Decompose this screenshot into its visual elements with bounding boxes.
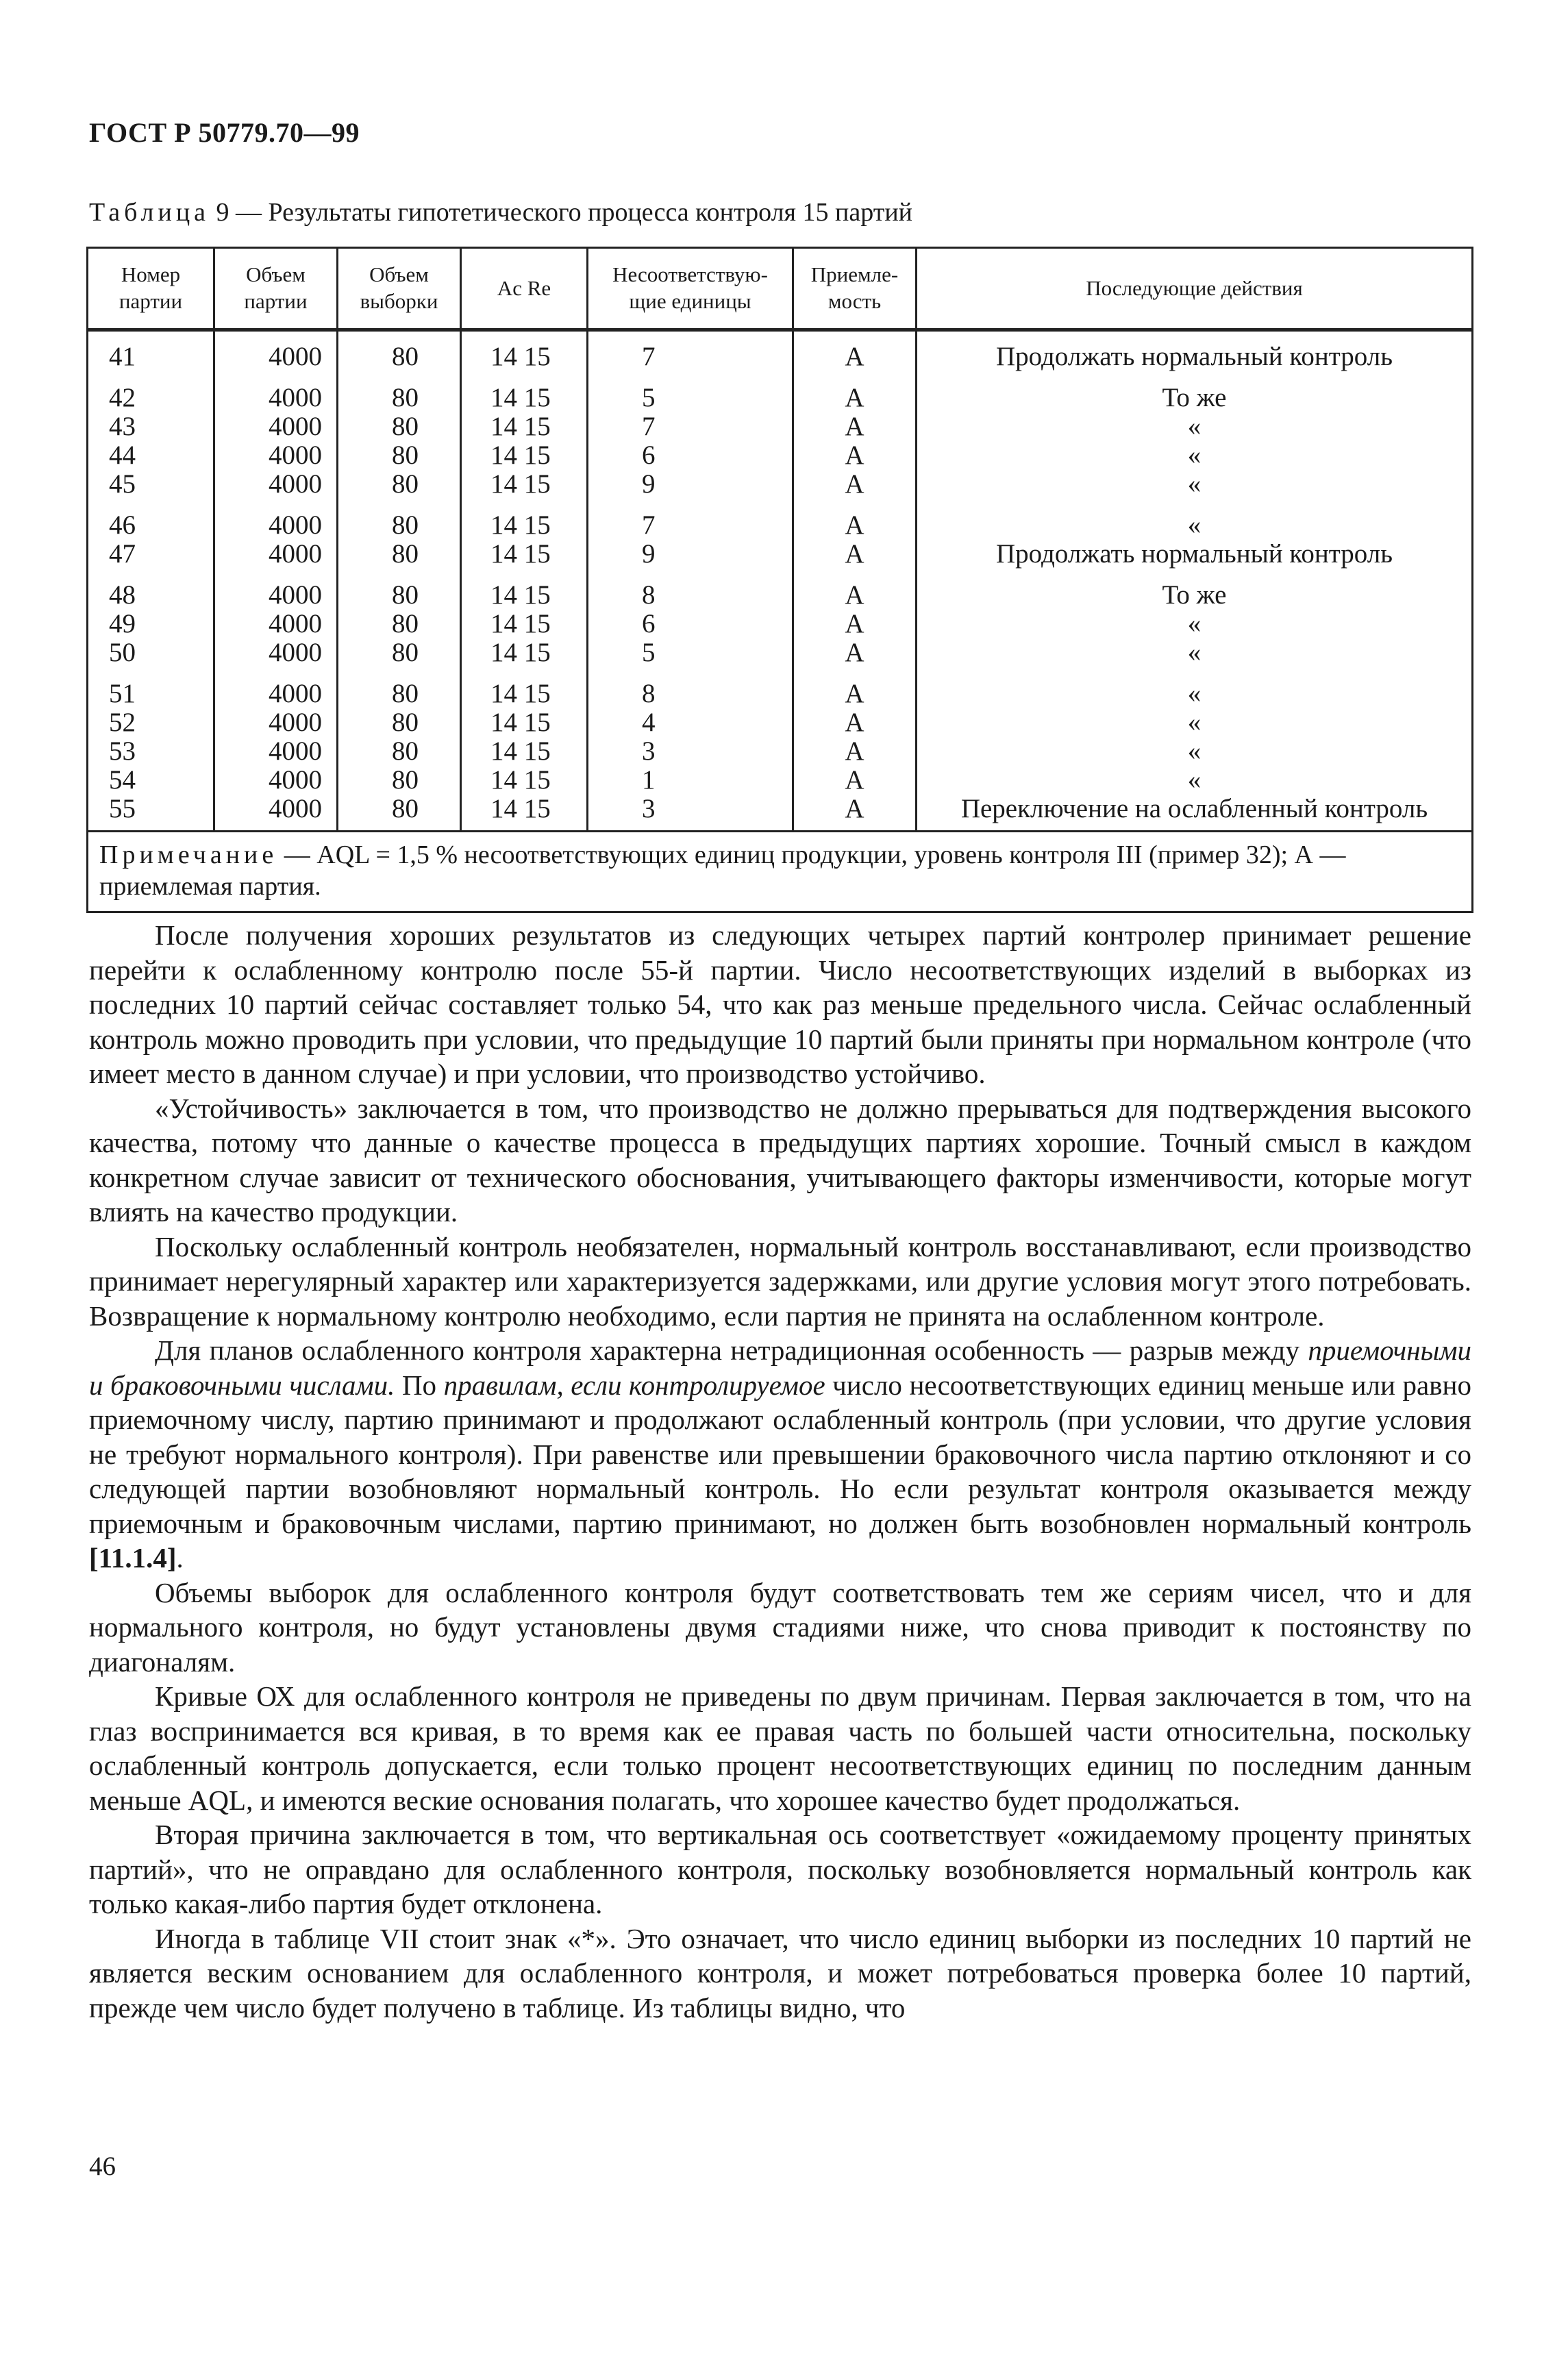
cell-sample-size: 80 <box>338 708 461 737</box>
paragraph: Иногда в таблице VII стоит знак «*». Это означает, что число единиц выборки из последних 10 партий не является веским основанием для ослабленного контроля, и может потребоваться проверка более 10 партий, прежде чем число будет получено в таблице. Из таблицы видно, что <box>89 1922 1471 2024</box>
cell-sample-size: 80 <box>338 795 461 832</box>
table-row <box>88 470 1473 499</box>
col-header-sample-size: Объем выборки <box>338 248 461 330</box>
cell-ac-re: 14 15 <box>461 737 588 766</box>
paragraph: «Устойчивость» заключается в том, что производство не должно прерываться для подтверждения высокого качества, потому что данные о качестве процесса в предыдущих партиях хорошие. Точный смысл в каждом конкретном случае зависит от технического обоснования, учитывающего факторы изменчивости, которые могут влиять на качество продукции. <box>89 1092 1471 1228</box>
cell-ac-re: 14 15 <box>461 371 588 412</box>
col-header-subsequent-action: Последующие действия <box>917 248 1473 330</box>
cell-nonconforming: 7 <box>588 330 793 372</box>
cell-sample-size: 80 <box>338 441 461 470</box>
cell-sample-size: 80 <box>338 638 461 667</box>
cell-ac-re: 14 15 <box>461 569 588 610</box>
table-row <box>88 610 1473 638</box>
cell-lot-number: 41 <box>88 330 214 372</box>
paragraph-text: число несоответствующих единиц меньше или равно приемочному числу, партию принимают и продолжают ослабленный контроль (при условии, что другие условия не требуют нормального контроля). При равенстве или превышении браковочного числа партию отклоняют и со следующей партии возобновляют нормальный контроль. Но если результат контроля оказывается между приемочным и браковочным числами, партию принимают, но должен быть возобновлен нормальный контроль <box>89 1369 1471 1539</box>
paragraph: Вторая причина заключается в том, что вертикальная ось соответствует «ожидаемому проценту принятых партий», что не оправдано для ослабленного контроля, поскольку возобновляется нормальный контроль как только какая-либо партия будет отклонена. <box>89 1819 1471 1919</box>
cell-ac-re: 14 15 <box>461 795 588 832</box>
cell-nonconforming: 9 <box>588 540 793 569</box>
table-row <box>88 795 1473 832</box>
cell-subsequent-action: « <box>917 638 1473 667</box>
cell-acceptability: A <box>793 499 917 540</box>
cell-sample-size: 80 <box>338 540 461 569</box>
note-label: Примечание <box>99 841 278 869</box>
col-header-lot-size: Объем партии <box>214 248 338 330</box>
table-note-row <box>88 832 1473 912</box>
table-row <box>88 569 1473 610</box>
page-number: 46 <box>89 2152 116 2181</box>
cell-ac-re: 14 15 <box>461 667 588 708</box>
table-row <box>88 412 1473 441</box>
cell-lot-size: 4000 <box>214 470 338 499</box>
cell-nonconforming: 3 <box>588 795 793 832</box>
paragraph-text: . <box>176 1542 184 1573</box>
cell-nonconforming: 6 <box>588 441 793 470</box>
cell-acceptability: A <box>793 667 917 708</box>
cell-ac-re: 14 15 <box>461 610 588 638</box>
cell-lot-size: 4000 <box>214 330 338 372</box>
cell-sample-size: 80 <box>338 569 461 610</box>
cell-lot-size: 4000 <box>214 569 338 610</box>
cell-subsequent-action: То же <box>917 569 1473 610</box>
cell-ac-re: 14 15 <box>461 441 588 470</box>
cell-lot-size: 4000 <box>214 766 338 795</box>
table-caption <box>89 197 912 227</box>
col-header-ac-re: Ac Re <box>461 248 588 330</box>
cell-lot-size: 4000 <box>214 638 338 667</box>
col-header-lot-number: Номер партии <box>88 248 214 330</box>
paragraph-text: Для планов ослабленного контроля характерна нетрадиционная особенность — разрыв между <box>155 1334 1308 1366</box>
cross-reference: [11.1.4] <box>89 1542 177 1573</box>
cell-lot-size: 4000 <box>214 610 338 638</box>
table-header-row <box>88 248 1473 330</box>
table-caption-label: Таблица <box>89 198 210 227</box>
cell-subsequent-action: Переключение на ослабленный контроль <box>917 795 1473 832</box>
cell-lot-number: 51 <box>88 667 214 708</box>
cell-lot-number: 42 <box>88 371 214 412</box>
body-text <box>89 918 1471 2025</box>
cell-lot-number: 47 <box>88 540 214 569</box>
table-note <box>88 832 1473 912</box>
cell-subsequent-action: « <box>917 470 1473 499</box>
cell-lot-number: 43 <box>88 412 214 441</box>
paragraph <box>89 1333 1471 1576</box>
paragraph: Кривые ОХ для ослабленного контроля не приведены по двум причинам. Первая заключается в том, что на глаз воспринимается вся кривая, в то время как ее правая часть по большей части относительна, поскольку ослабленный контроль допускается, если только процент несоответствующих единиц по последним данным меньше AQL, и имеются веские основания полагать, что хорошее качество будет продолжаться. <box>89 1680 1471 1816</box>
note-text: — AQL = 1,5 % несоответствующих единиц продукции, уровень контроля III (пример 32); А — приемлемая партия. <box>99 841 1346 901</box>
cell-lot-size: 4000 <box>214 499 338 540</box>
table-row <box>88 499 1473 540</box>
cell-subsequent-action: Продолжать нормальный контроль <box>917 540 1473 569</box>
cell-lot-number: 48 <box>88 569 214 610</box>
cell-ac-re: 14 15 <box>461 499 588 540</box>
cell-ac-re: 14 15 <box>461 638 588 667</box>
table-row <box>88 540 1473 569</box>
cell-lot-size: 4000 <box>214 708 338 737</box>
cell-acceptability: A <box>793 470 917 499</box>
col-header-acceptability: Приемле-мость <box>793 248 917 330</box>
results-table <box>86 247 1473 913</box>
cell-sample-size: 80 <box>338 766 461 795</box>
cell-lot-size: 4000 <box>214 795 338 832</box>
cell-subsequent-action: « <box>917 737 1473 766</box>
cell-sample-size: 80 <box>338 470 461 499</box>
paragraph: Поскольку ослабленный контроль необязателен, нормальный контроль восстанавливают, если производство принимает нерегулярный характер или характеризуется задержками, или другие условия могут этого потребовать. Возвращение к нормальному контролю необходимо, если партия не принята на ослабленном контроле. <box>89 1230 1471 1332</box>
paragraph: Объемы выборок для ослабленного контроля будут соответствовать тем же сериям чисел, что и для нормального контроля, но будут установлены двумя стадиями ниже, что снова приводит к постоянству по диагоналям. <box>89 1576 1471 1678</box>
cell-nonconforming: 8 <box>588 569 793 610</box>
col-header-nonconforming: Несоответствую-щие единицы <box>588 248 793 330</box>
document-header: ГОСТ Р 50779.70—99 <box>89 117 360 148</box>
paragraph-text: По <box>395 1369 444 1401</box>
cell-ac-re: 14 15 <box>461 540 588 569</box>
table-row <box>88 708 1473 737</box>
cell-acceptability: A <box>793 737 917 766</box>
cell-nonconforming: 4 <box>588 708 793 737</box>
cell-lot-number: 53 <box>88 737 214 766</box>
cell-subsequent-action: « <box>917 610 1473 638</box>
cell-acceptability: A <box>793 795 917 832</box>
cell-ac-re: 14 15 <box>461 412 588 441</box>
cell-lot-number: 55 <box>88 795 214 832</box>
cell-nonconforming: 5 <box>588 638 793 667</box>
cell-sample-size: 80 <box>338 371 461 412</box>
paragraph-italic-text: правилам, если контролируемое <box>443 1369 825 1401</box>
cell-ac-re: 14 15 <box>461 470 588 499</box>
cell-lot-number: 49 <box>88 610 214 638</box>
table-row <box>88 737 1473 766</box>
cell-subsequent-action: « <box>917 499 1473 540</box>
cell-acceptability: A <box>793 330 917 372</box>
cell-lot-size: 4000 <box>214 371 338 412</box>
cell-ac-re: 14 15 <box>461 708 588 737</box>
cell-acceptability: A <box>793 540 917 569</box>
table-row <box>88 441 1473 470</box>
cell-acceptability: A <box>793 441 917 470</box>
cell-sample-size: 80 <box>338 737 461 766</box>
cell-nonconforming: 9 <box>588 470 793 499</box>
cell-lot-number: 52 <box>88 708 214 737</box>
cell-nonconforming: 7 <box>588 499 793 540</box>
paragraph: После получения хороших результатов из следующих четырех партий контролер принимает решение перейти к ослабленному контролю после 55-й партии. Число несоответствующих изделий в выборках из последних 10 партий сейчас составляет только 54, что как раз меньше предельного числа. Сейчас ослабленный контроль можно проводить при условии, что предыдущие 10 партий были приняты при нормальном контроле (что имеет место в данном случае) и при условии, что производство устойчиво. <box>89 919 1471 1089</box>
cell-lot-number: 50 <box>88 638 214 667</box>
cell-lot-size: 4000 <box>214 540 338 569</box>
cell-acceptability: A <box>793 708 917 737</box>
table-header <box>88 248 1473 330</box>
cell-nonconforming: 8 <box>588 667 793 708</box>
cell-acceptability: A <box>793 371 917 412</box>
cell-subsequent-action: « <box>917 441 1473 470</box>
table-body <box>88 330 1473 832</box>
table-row <box>88 766 1473 795</box>
cell-sample-size: 80 <box>338 330 461 372</box>
cell-acceptability: A <box>793 766 917 795</box>
cell-lot-number: 46 <box>88 499 214 540</box>
cell-ac-re: 14 15 <box>461 766 588 795</box>
table-caption-text: 9 — Результаты гипотетического процесса контроля 15 партий <box>210 198 913 227</box>
table-row <box>88 667 1473 708</box>
cell-ac-re: 14 15 <box>461 330 588 372</box>
cell-nonconforming: 3 <box>588 737 793 766</box>
cell-subsequent-action: То же <box>917 371 1473 412</box>
cell-sample-size: 80 <box>338 667 461 708</box>
cell-lot-number: 54 <box>88 766 214 795</box>
cell-lot-number: 44 <box>88 441 214 470</box>
cell-nonconforming: 7 <box>588 412 793 441</box>
table-row <box>88 638 1473 667</box>
cell-nonconforming: 1 <box>588 766 793 795</box>
cell-subsequent-action: « <box>917 667 1473 708</box>
cell-sample-size: 80 <box>338 610 461 638</box>
cell-nonconforming: 5 <box>588 371 793 412</box>
cell-sample-size: 80 <box>338 412 461 441</box>
cell-acceptability: A <box>793 569 917 610</box>
cell-lot-size: 4000 <box>214 737 338 766</box>
cell-nonconforming: 6 <box>588 610 793 638</box>
cell-lot-size: 4000 <box>214 667 338 708</box>
cell-acceptability: A <box>793 638 917 667</box>
cell-lot-number: 45 <box>88 470 214 499</box>
cell-acceptability: A <box>793 412 917 441</box>
cell-subsequent-action: « <box>917 412 1473 441</box>
cell-subsequent-action: Продолжать нормальный контроль <box>917 330 1473 372</box>
cell-sample-size: 80 <box>338 499 461 540</box>
table-row <box>88 330 1473 372</box>
cell-subsequent-action: « <box>917 708 1473 737</box>
cell-subsequent-action: « <box>917 766 1473 795</box>
paragraph-italic-text: приемочными и браковочными числами. <box>89 1334 1471 1401</box>
cell-lot-size: 4000 <box>214 412 338 441</box>
cell-lot-size: 4000 <box>214 441 338 470</box>
table-row <box>88 371 1473 412</box>
cell-acceptability: A <box>793 610 917 638</box>
results-table-container <box>86 247 1471 913</box>
